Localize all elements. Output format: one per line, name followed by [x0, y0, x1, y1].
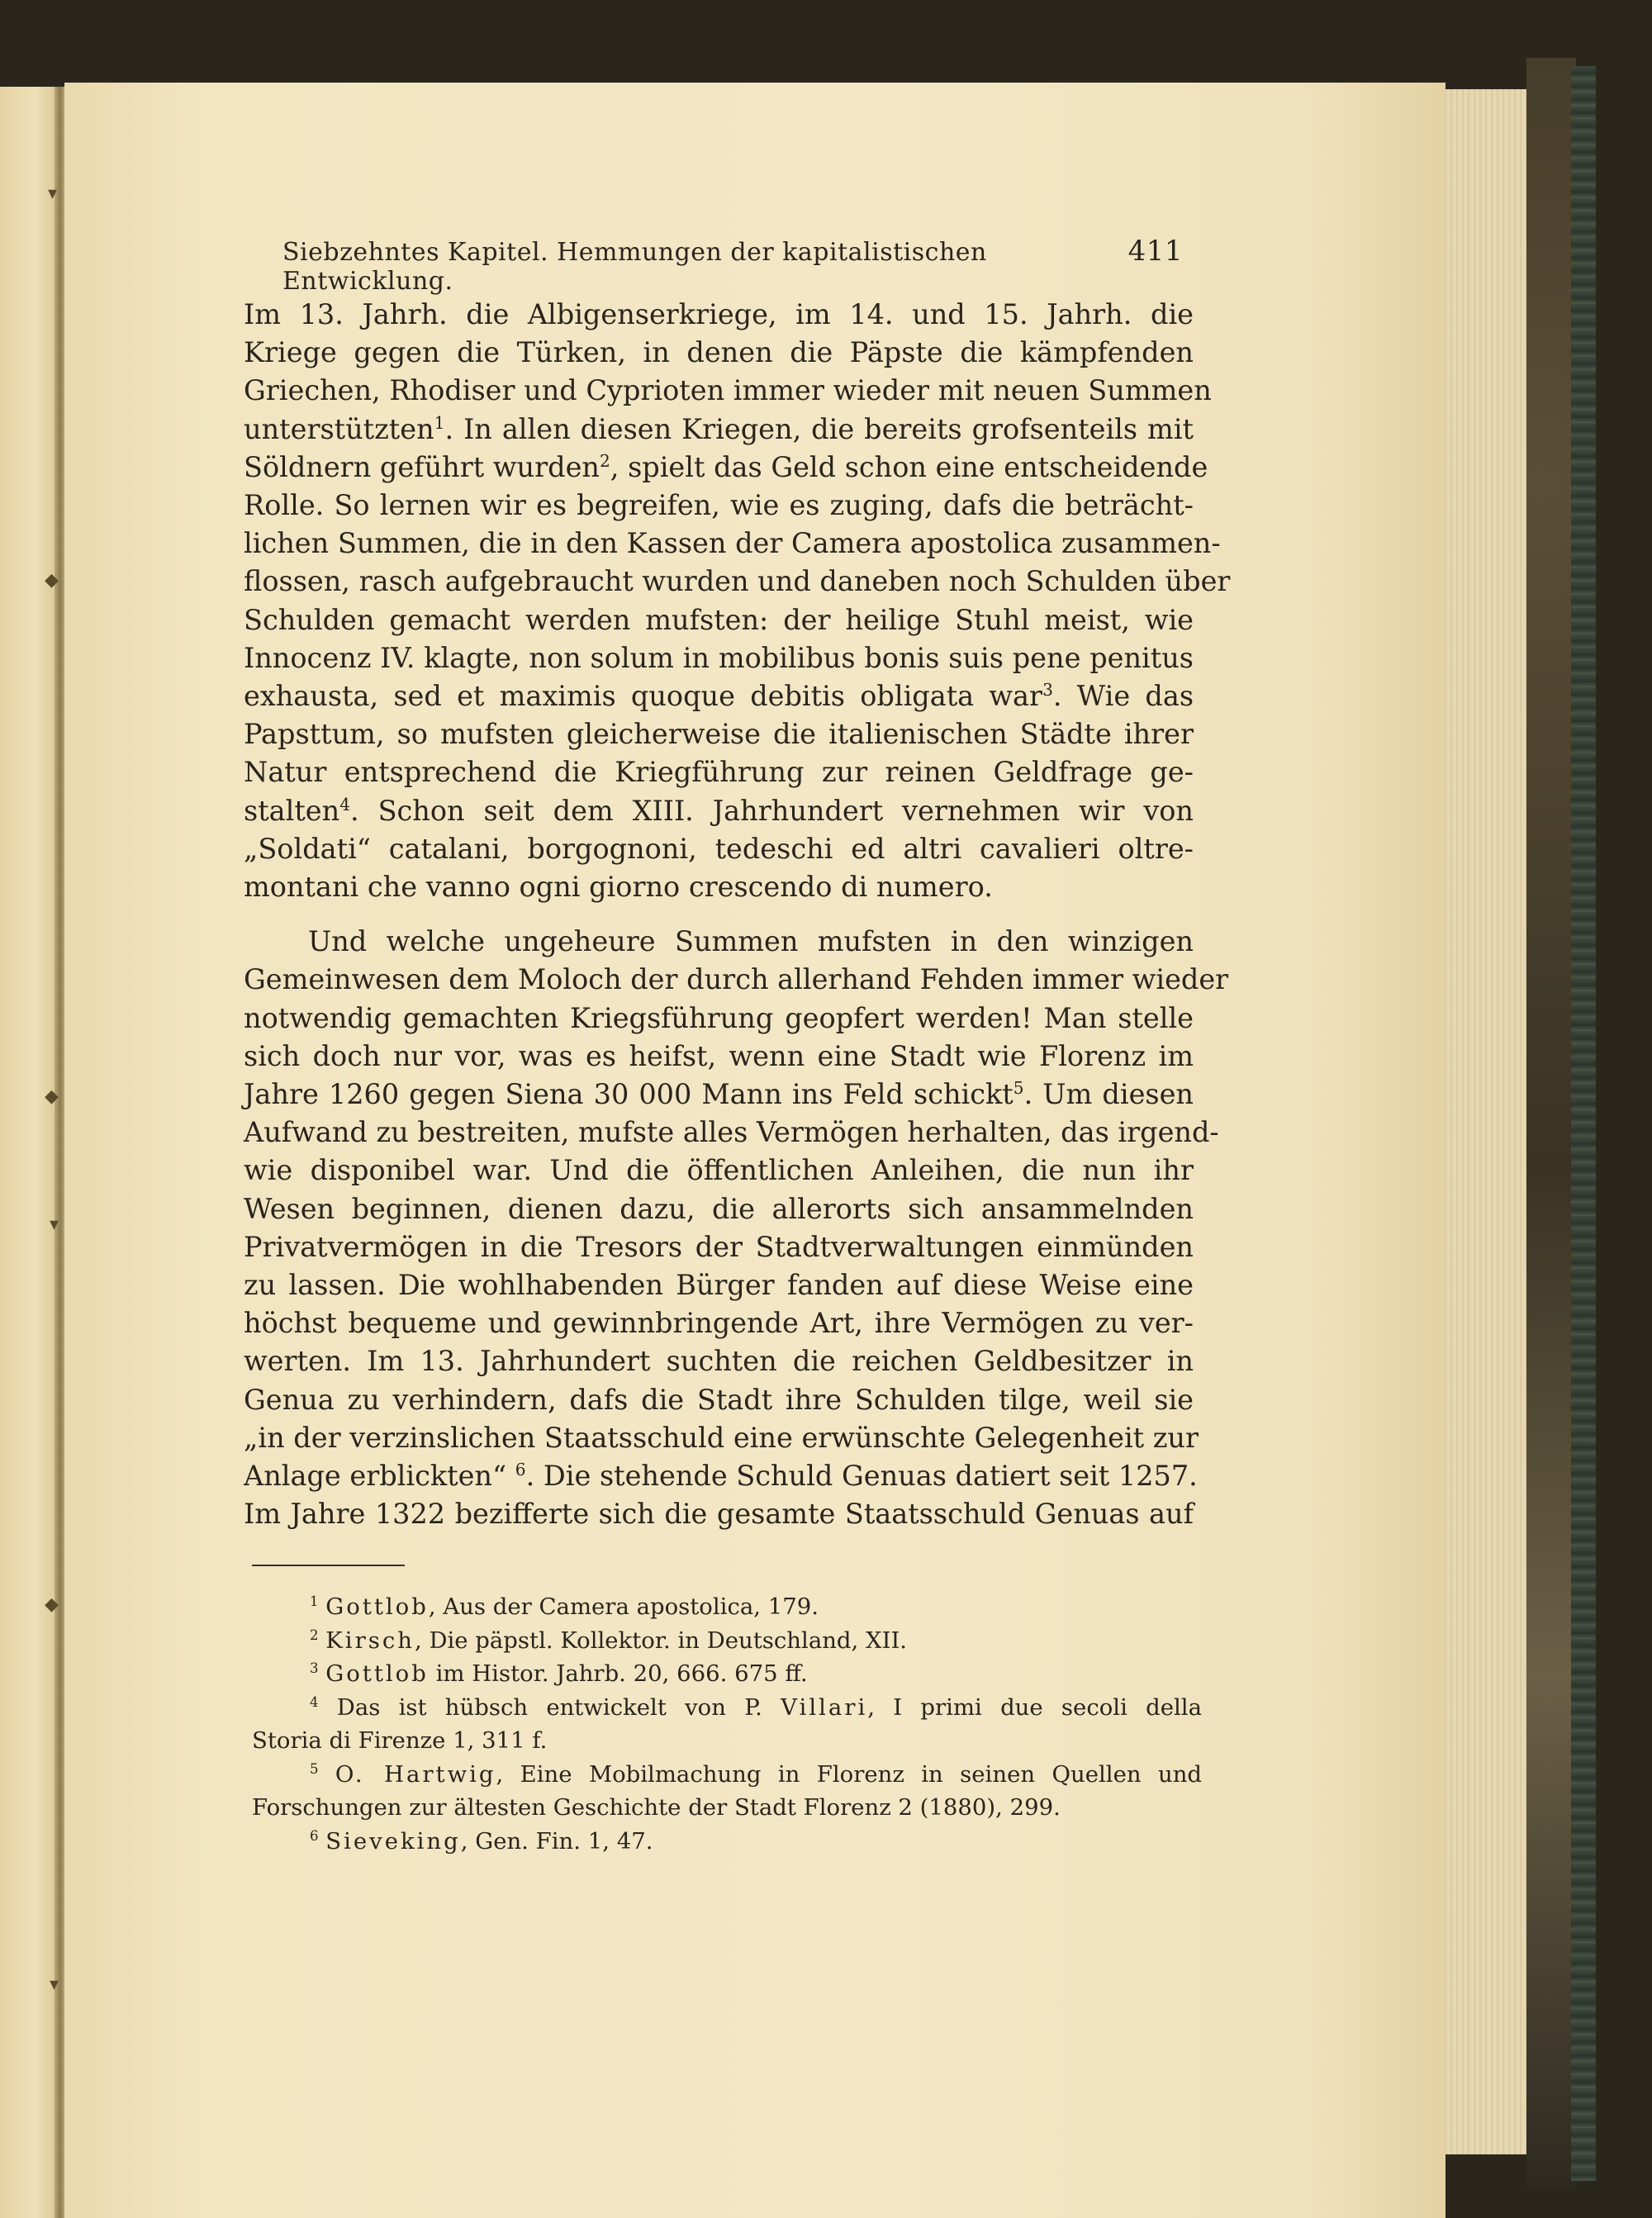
text-line: Jahre 1260 gegen Siena 30 000 Mann ins Feld schickt$^5$. Um diesen — [244, 1077, 1194, 1111]
text-line: Schulden gemacht werden mufsten: der heilige Stuhl meist, wie — [244, 603, 1194, 636]
text-line: Im Jahre 1322 bezifferte sich die gesamte Staatsschuld Genuas auf — [244, 1498, 1194, 1531]
text-line: Aufwand zu bestreiten, mufste alles Vermögen herhalten, das irgend- — [244, 1116, 1219, 1149]
footnote: $^5$ O. Hartwig, Eine Mobilmachung in Florenz in seinen Quellen und — [310, 1760, 1203, 1788]
binding-hole-icon: ▾ — [48, 183, 58, 204]
text-line: werten. Im 13. Jahrhundert suchten die reichen Geldbesitzer in — [244, 1345, 1194, 1378]
text-line: Wesen beginnen, dienen dazu, die allerorts sich ansammelnden — [244, 1192, 1194, 1225]
text-line: Genua zu verhindern, dafs die Stadt ihre Schulden tilge, weil sie — [244, 1383, 1194, 1416]
footnote-ref: 5 — [1013, 1077, 1024, 1098]
running-head-title: Siebzehntes Kapitel. Hemmungen der kapitalistischen Entwicklung. — [282, 238, 987, 296]
text-line: flossen, rasch aufgebraucht wurden und daneben noch Schulden über — [244, 565, 1231, 598]
footnote-ref: 3 — [1042, 679, 1053, 700]
running-head — [282, 235, 1183, 296]
text-line: montani che vanno ogni giorno crescendo di numero. — [244, 871, 993, 904]
footnote: $^1$ Gottlob, Aus der Camera apostolica, 179. — [310, 1593, 819, 1620]
footnote-ref: 6 — [515, 1459, 526, 1479]
text-line: Papsttum, so mufsten gleicherweise die italienischen Städte ihrer — [244, 718, 1194, 751]
text-line: wie disponibel war. Und die öffentlichen Anleihen, die nun ihr — [244, 1154, 1194, 1187]
binding-hole-icon: ◆ — [45, 1086, 59, 1107]
text-line: Söldnern geführt wurden$^2$, spielt das Geld schon eine entscheidende — [244, 450, 1208, 483]
text-line: Gemeinwesen dem Moloch der durch allerhand Fehden immer wieder — [244, 963, 1229, 996]
binding-hole-icon: ▾ — [50, 1214, 59, 1235]
footnote-ref: 4 — [339, 794, 350, 815]
text-line: stalten$^4$. Schon seit dem XIII. Jahrhundert vernehmen wir von — [244, 794, 1194, 827]
footnotes — [252, 1590, 1202, 1858]
paragraph-gap — [244, 906, 1194, 923]
text-line: Kriege gegen die Türken, in denen die Päpste die kämpfenden — [244, 336, 1194, 369]
footnote-ref: 1 — [434, 412, 445, 433]
footnote-continuation: Storia di Firenze 1, 311 f. — [252, 1727, 548, 1754]
text-line: Und welche ungeheure Summen mufsten in den winzigen — [308, 925, 1194, 958]
text-line: notwendig gemachten Kriegsführung geopfert werden! Man stelle — [244, 1001, 1194, 1034]
binding-hole-icon: ◆ — [45, 1594, 59, 1615]
text-line: lichen Summen, die in den Kassen der Camera apostolica zusammen- — [244, 527, 1221, 560]
text-line: zu lassen. Die wohlhabenden Bürger fanden auf diese Weise eine — [244, 1269, 1194, 1302]
footnote: $^3$ Gottlob im Histor. Jahrb. 20, 666. 675 ff. — [310, 1660, 808, 1687]
book-cover-edge — [1526, 58, 1576, 2189]
body-text — [244, 296, 1231, 1534]
binding-hole-icon: ▾ — [50, 1974, 59, 1995]
cover-binding-strip — [1571, 66, 1596, 2181]
footnote: $^6$ Sieveking, Gen. Fin. 1, 47. — [310, 1827, 653, 1855]
footnote-rule — [252, 1565, 405, 1566]
facing-page-edge — [0, 87, 59, 2218]
footnote: $^2$ Kirsch, Die päpstl. Kollektor. in Deutschland, XII. — [310, 1627, 908, 1654]
text-line: Rolle. So lernen wir es begreifen, wie es zuging, dafs die beträcht- — [244, 489, 1194, 522]
text-line: unterstützten$^1$. In allen diesen Kriegen, die bereits grofsenteils mit — [244, 412, 1194, 445]
footnote: $^4$ Das ist hübsch entwickelt von P. Villari, I primi due secoli della — [310, 1693, 1202, 1721]
text-line: höchst bequeme und gewinnbringende Art, ihre Vermögen zu ver- — [244, 1307, 1194, 1340]
text-line: Privatvermögen in die Tresors der Stadtverwaltungen einmünden — [244, 1230, 1194, 1263]
text-line: „Soldati“ catalani, borgognoni, tedeschi ed altri cavalieri oltre- — [244, 832, 1194, 865]
text-line: „in der verzinslichen Staatsschuld eine erwünschte Gelegenheit zur — [244, 1421, 1199, 1454]
text-line: Innocenz IV. klagte, non solum in mobilibus bonis suis pene penitus — [244, 641, 1194, 674]
footnote-ref: 2 — [599, 450, 610, 471]
binding-hole-icon: ◆ — [45, 570, 59, 591]
text-line: Im 13. Jahrh. die Albigenserkriege, im 14. und 15. Jahrh. die — [244, 298, 1194, 330]
footnote-continuation: Forschungen zur ältesten Geschichte der Stadt Florenz 2 (1880), 299. — [252, 1794, 1061, 1821]
page-edge-stack — [1436, 89, 1531, 2154]
text-line: exhausta, sed et maximis quoque debitis obligata war$^3$. Wie das — [244, 679, 1194, 713]
text-line: Anlage erblickten“ $^6$. Die stehende Schuld Genuas datiert seit 1257. — [244, 1459, 1198, 1493]
text-line: sich doch nur vor, was es heifst, wenn eine Stadt wie Florenz im — [244, 1039, 1194, 1072]
page-number: 411 — [1127, 235, 1183, 268]
text-line: Natur entsprechend die Kriegführung zur reinen Geldfrage ge- — [244, 756, 1194, 789]
text-line: Griechen, Rhodiser und Cyprioten immer wieder mit neuen Summen — [244, 374, 1212, 407]
